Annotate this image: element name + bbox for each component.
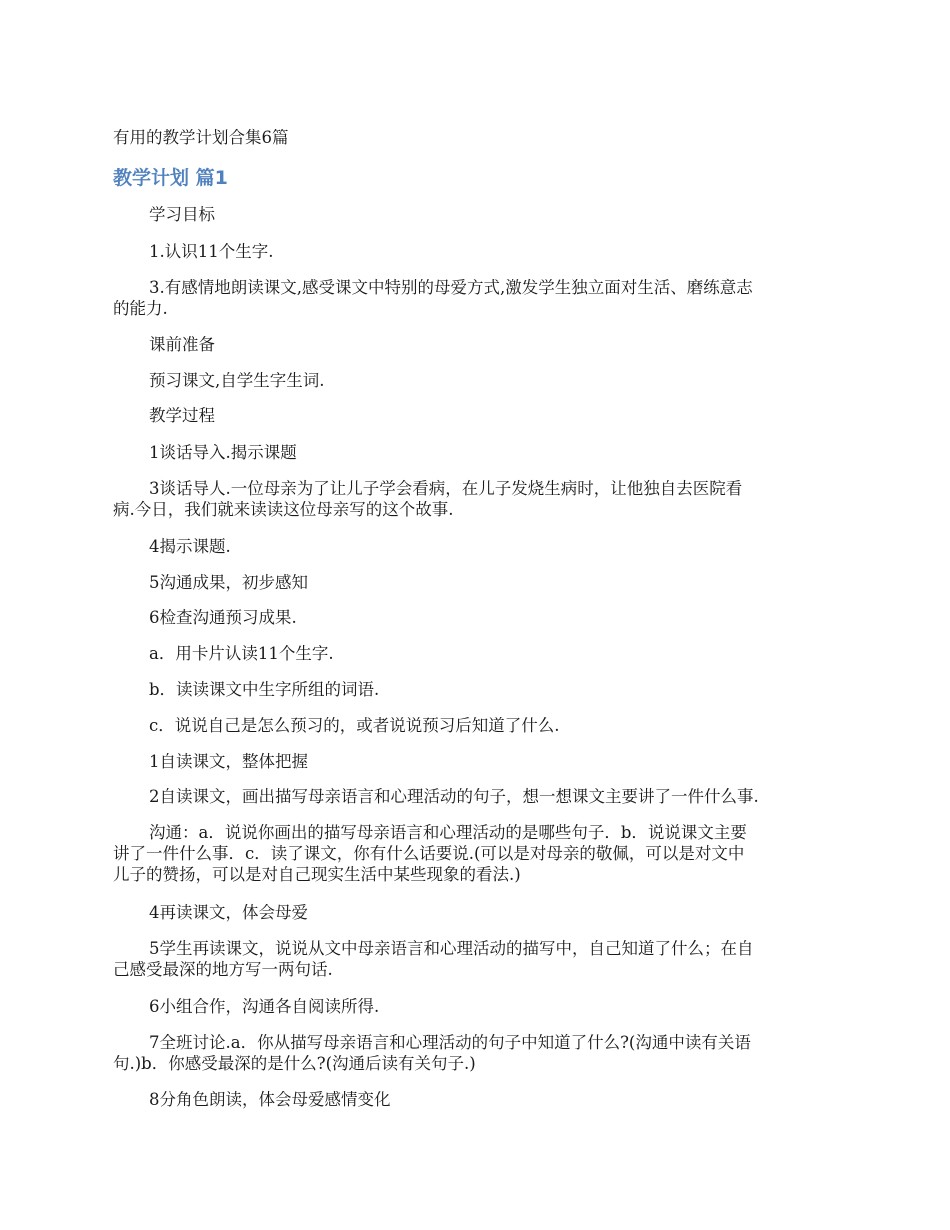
paragraph-line: 学习目标 xyxy=(149,205,215,224)
paragraph-line: c．说说自己是怎么预习的，或者说说预习后知道了什么. xyxy=(149,716,560,735)
paragraph-line: 己感受最深的地方写一两句话. xyxy=(113,960,333,979)
paragraph-line: 的能力. xyxy=(113,299,168,318)
paragraph-line: 儿子的赞扬，可以是对自己现实生活中某些现象的看法.) xyxy=(113,865,521,884)
paragraph-line: 4揭示课题. xyxy=(149,537,231,556)
paragraph xyxy=(113,751,833,772)
paragraph xyxy=(113,241,833,262)
paragraph xyxy=(113,370,833,391)
paragraph-line: a．用卡片认读11个生字. xyxy=(149,644,334,663)
paragraph-line: 6检查沟通预习成果. xyxy=(149,608,297,627)
paragraph-line: 预习课文,自学生字生词. xyxy=(149,371,325,390)
paragraph-line: 病.今日，我们就来读读这位母亲写的这个故事. xyxy=(113,500,454,519)
paragraph xyxy=(113,822,833,885)
paragraph xyxy=(113,405,833,426)
paragraph xyxy=(113,715,833,736)
paragraph xyxy=(113,478,833,520)
paragraph xyxy=(113,277,833,319)
paragraph-line: 2自读课文，画出描写母亲语言和心理活动的句子，想一想课文主要讲了一件什么事. xyxy=(149,787,759,806)
paragraph-line: 沟通：a．说说你画出的描写母亲语言和心理活动的是哪些句子．b．说说课文主要 xyxy=(149,823,747,842)
paragraph-line: 课前准备 xyxy=(149,335,215,354)
paragraph-line: 3.有感情地朗读课文,感受课文中特别的母爱方式,激发学生独立面对生活、磨练意志 xyxy=(149,278,753,297)
paragraph-line: 1谈话导入.揭示课题 xyxy=(149,443,297,462)
paragraph-line: 6小组合作，沟通各自阅读所得. xyxy=(149,997,380,1016)
paragraph xyxy=(113,442,833,463)
paragraph xyxy=(113,902,833,923)
paragraph xyxy=(113,643,833,664)
paragraph-line: 4再读课文，体会母爱 xyxy=(149,903,308,922)
paragraph-line: 1自读课文，整体把握 xyxy=(149,752,308,771)
document-title: 有用的教学计划合集6篇 xyxy=(113,128,289,147)
paragraph xyxy=(113,572,833,593)
paragraph-line: 句.)b．你感受最深的是什么?(沟通后读有关句子.) xyxy=(113,1054,476,1073)
paragraph-line: 讲了一件什么事．c．读了课文，你有什么话要说.(可以是对母亲的敬佩，可以是对文中 xyxy=(113,844,745,863)
paragraph-line: 3谈话导人.一位母亲为了让儿子学会看病，在儿子发烧生病时，让他独自去医院看 xyxy=(149,479,743,498)
paragraph-line: 1.认识11个生字. xyxy=(149,242,274,261)
paragraph xyxy=(113,996,833,1017)
section-heading: 教学计划 篇1 xyxy=(113,167,228,189)
paragraph xyxy=(113,938,833,980)
paragraph xyxy=(113,334,833,355)
paragraph xyxy=(113,679,833,700)
paragraph xyxy=(113,786,833,807)
paragraph xyxy=(113,204,833,225)
paragraph xyxy=(113,1089,833,1110)
paragraph-line: b．读读课文中生字所组的词语. xyxy=(149,680,380,699)
paragraph xyxy=(113,607,833,628)
paragraph-line: 7全班讨论.a．你从描写母亲语言和心理活动的句子中知道了什么?(沟通中读有关语 xyxy=(149,1033,751,1052)
paragraph-line: 5沟通成果，初步感知 xyxy=(149,573,308,592)
paragraph-line: 8分角色朗读，体会母爱感情变化 xyxy=(149,1090,391,1109)
paragraph-line: 教学过程 xyxy=(149,406,215,425)
paragraph-line: 5学生再读课文，说说从文中母亲语言和心理活动的描写中，自己知道了什么；在自 xyxy=(149,939,754,958)
paragraph xyxy=(113,536,833,557)
paragraph xyxy=(113,1032,833,1074)
